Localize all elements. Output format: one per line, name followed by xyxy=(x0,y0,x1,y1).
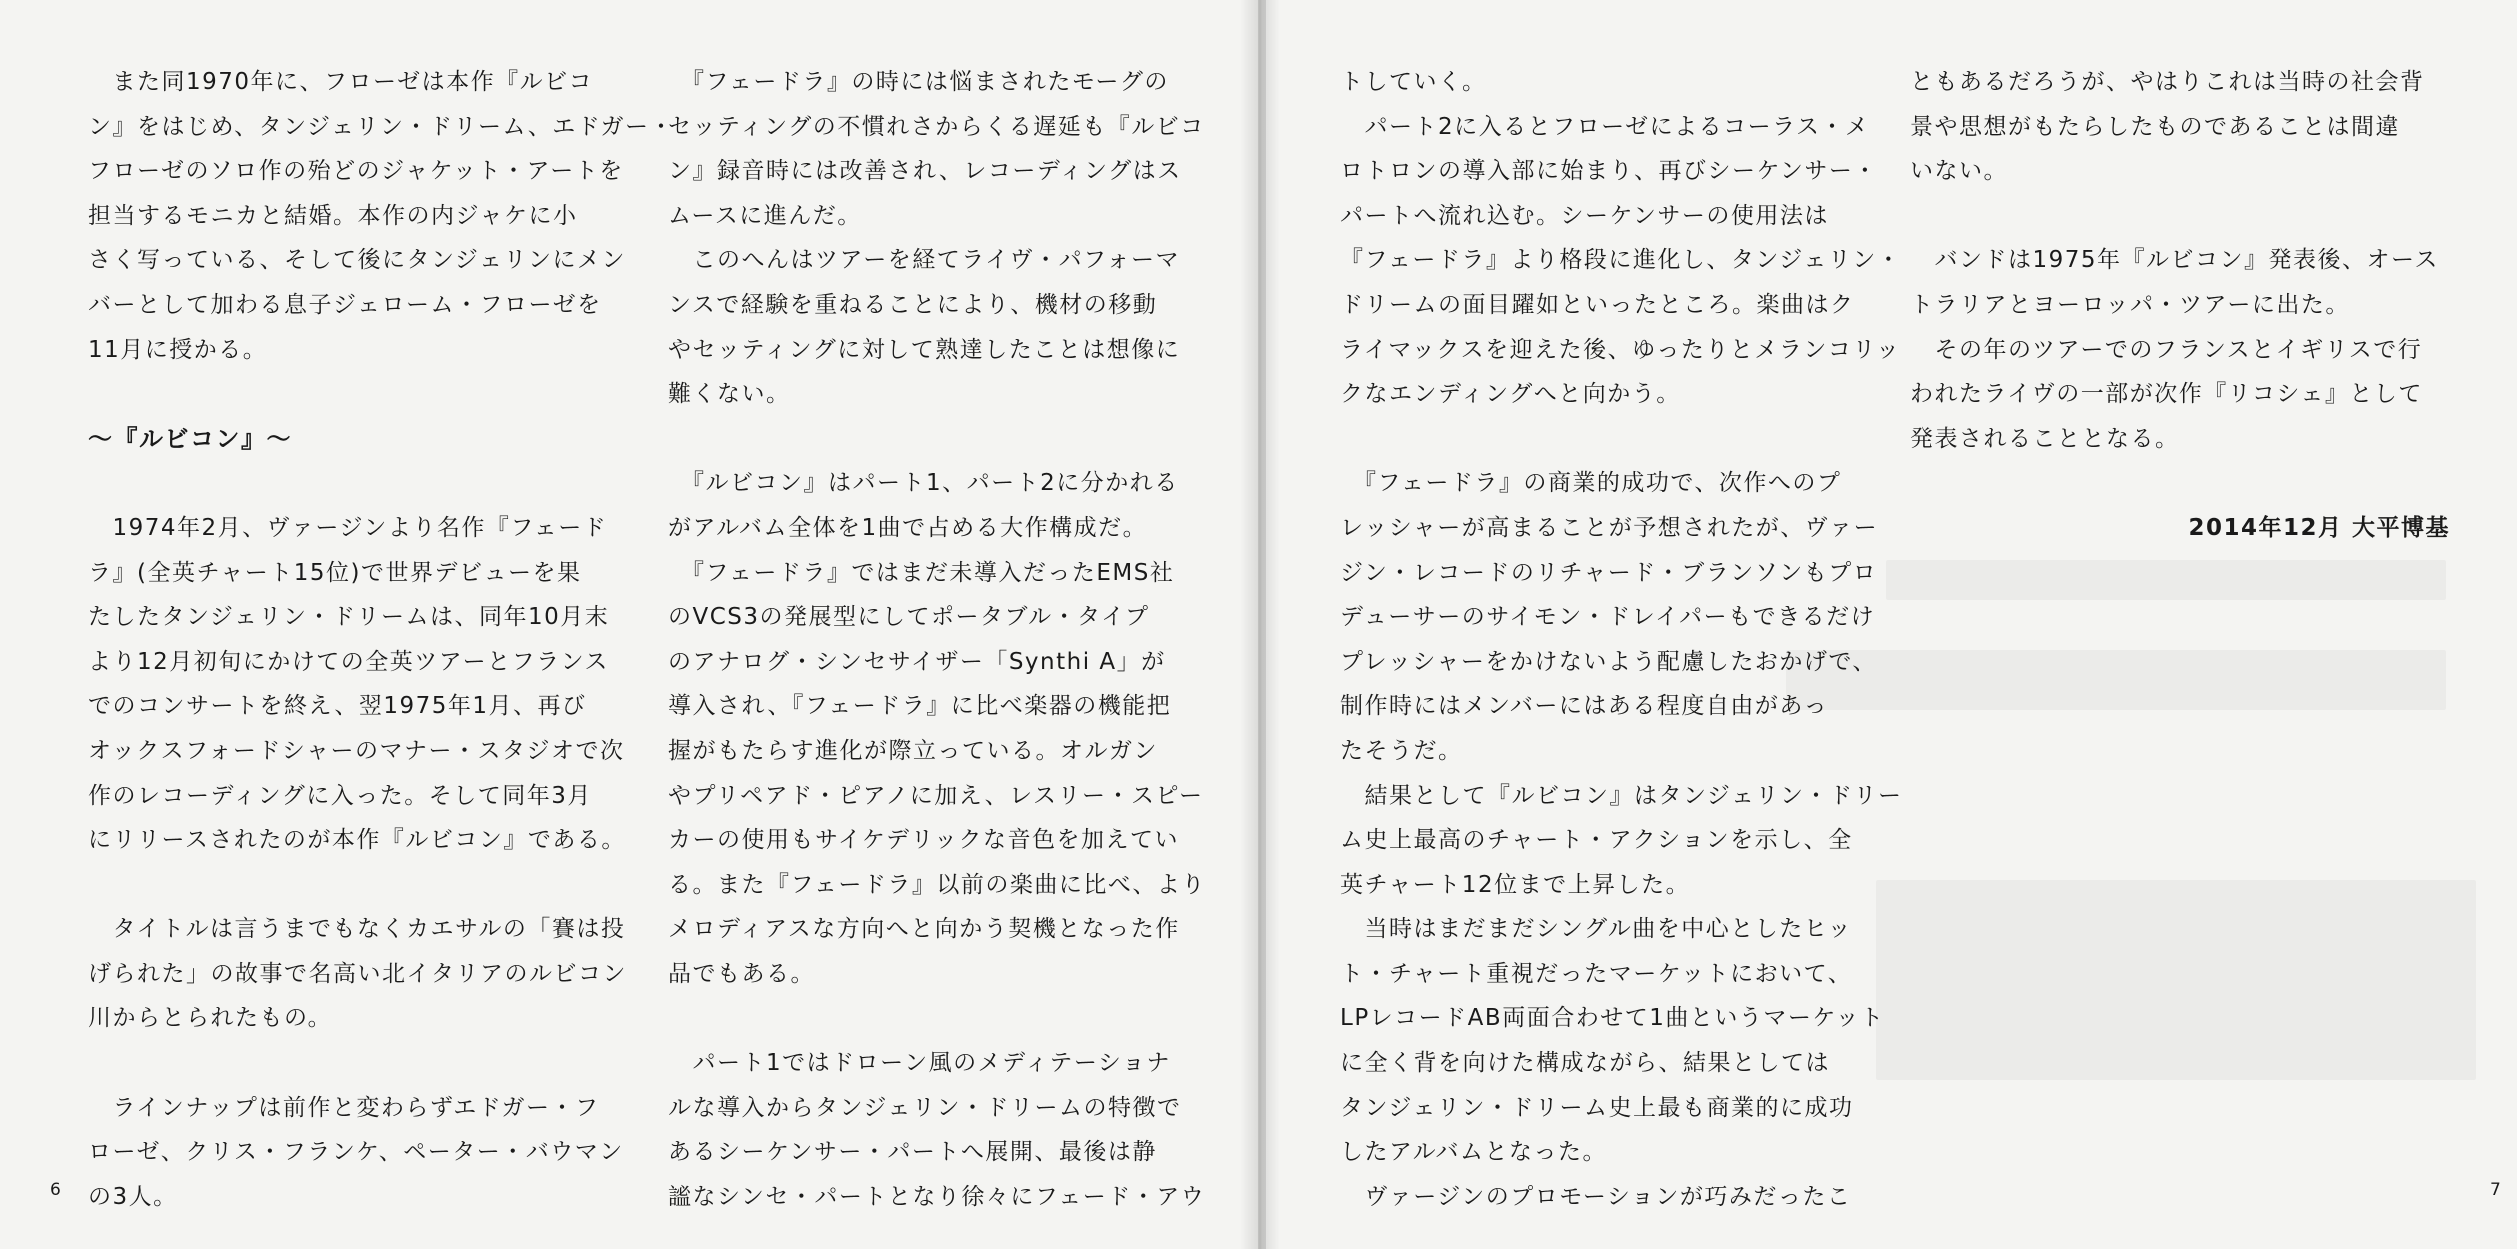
text-line: のVCS3の発展型にしてポータブル・タイプ xyxy=(668,604,1150,631)
text-line: の3人。 xyxy=(88,1183,178,1210)
text-line: メロディアスな方向へと向かう契機となった作 xyxy=(668,916,1180,943)
text-line: プレッシャーをかけないよう配慮したおかげで、 xyxy=(1340,648,1877,675)
text-line: ン』をはじめ、タンジェリン・ドリーム、エドガー・ xyxy=(88,113,675,140)
text-line: タンジェリン・ドリーム史上最も商業的に成功 xyxy=(1340,1094,1854,1121)
right-page xyxy=(1266,0,2517,1249)
text-line: ジン・レコードのリチャード・ブランソンもプロ xyxy=(1340,559,1878,586)
text-line: 導入され、『フェードラ』に比べ楽器の機能把 xyxy=(668,693,1172,720)
text-line: 作のレコーディングに入った。そして同年3月 xyxy=(88,782,592,809)
section-heading: 〜『ルビコン』〜 xyxy=(88,424,292,453)
text-line: たしたタンジェリン・ドリームは、同年10月末 xyxy=(88,604,610,631)
left-column-1 xyxy=(88,60,675,1219)
text-line: 『フェードラ』より格段に進化し、タンジェリン・ xyxy=(1340,247,1902,274)
text-line: 『フェードラ』の商業的成功で、次作へのプ xyxy=(1340,470,1842,497)
text-line: パート1ではドローン風のメディテーショナ xyxy=(668,1050,1171,1077)
text-line: 当時はまだまだシングル曲を中心としたヒッ xyxy=(1340,916,1853,943)
text-line: ン』録音時には改善され、レコーディングはス xyxy=(668,158,1182,185)
text-line: セッティングの不慣れさからくる遅延も『ルビコ xyxy=(668,113,1205,140)
text-line: 結果として『ルビコン』はタンジェリン・ドリー xyxy=(1340,782,1903,809)
text-line: ヴァージンのプロモーションが巧みだったこ xyxy=(1340,1183,1852,1210)
book-gutter xyxy=(1240,0,1280,1249)
text-line: ンスで経験を重ねることにより、機材の移動 xyxy=(668,291,1158,318)
right-column-2 xyxy=(1910,60,2450,551)
text-line: 品でもある。 xyxy=(668,960,815,987)
left-column-2 xyxy=(668,60,1208,1219)
text-line: ライマックスを迎えた後、ゆったりとメランコリッ xyxy=(1340,336,1901,363)
text-line: 川からとられたもの。 xyxy=(88,1005,333,1032)
text-line: 英チャート12位まで上昇した。 xyxy=(1340,871,1691,898)
text-line: いない。 xyxy=(1910,158,2008,185)
text-line: 景や思想がもたらしたものであることは間違 xyxy=(1910,113,2400,140)
text-line: やセッティングに対して熟達したことは想像に xyxy=(668,336,1181,363)
text-line: る。また『フェードラ』以前の楽曲に比べ、より xyxy=(668,871,1206,898)
text-line: 難くない。 xyxy=(668,381,791,408)
text-line: ともあるだろうが、やはりこれは当時の社会背 xyxy=(1910,69,2425,95)
text-line: ムースに進んだ。 xyxy=(668,202,862,229)
text-line: タイトルは言うまでもなくカエサルの「賽は投 xyxy=(88,916,626,943)
text-line: バンドは1975年『ルビコン』発表後、オース xyxy=(1910,247,2439,274)
text-line: 担当するモニカと結婚。本作の内ジャケに小 xyxy=(88,202,578,229)
text-line: にリリースされたのが本作『ルビコン』である。 xyxy=(88,827,626,854)
text-line: 11月に授かる。 xyxy=(88,336,268,363)
text-line: ム史上最高のチャート・アクションを示し、全 xyxy=(1340,827,1853,854)
text-line: より12月初旬にかけての全英ツアーとフランス xyxy=(88,648,609,675)
text-line: 謐なシンセ・パートとなり徐々にフェード・アウ xyxy=(668,1183,1206,1210)
text-line: パートへ流れ込む。シーケンサーの使用法は xyxy=(1340,202,1829,229)
text-line: さく写っている、そして後にタンジェリンにメン xyxy=(88,247,626,274)
signature: 2014年12月 大平博基 xyxy=(2188,514,2450,541)
text-line: トしていく。 xyxy=(1340,69,1487,95)
text-line: したアルバムとなった。 xyxy=(1340,1139,1607,1166)
text-line: 『フェードラ』ではまだ未導入だったEMS社 xyxy=(668,559,1175,586)
left-page xyxy=(0,0,1258,1249)
text-line: われたライヴの一部が次作『リコシェ』として xyxy=(1910,381,2423,408)
page-number: 6 xyxy=(50,1180,61,1200)
text-line: ローゼ、クリス・フランケ、ペーター・バウマン xyxy=(88,1139,624,1166)
text-line: 発表されることとなる。 xyxy=(1910,425,2180,452)
text-line: カーの使用もサイケデリックな音色を加えてい xyxy=(668,827,1180,854)
right-column-1 xyxy=(1340,60,1903,1219)
text-line: フローゼのソロ作の殆どのジャケット・アートを xyxy=(88,158,624,185)
text-line: げられた」の故事で名高い北イタリアのルビコン xyxy=(88,960,627,987)
text-line: たそうだ。 xyxy=(1340,737,1463,764)
text-line: パート2に入るとフローゼによるコーラス・メ xyxy=(1340,113,1870,140)
text-line: ロトロンの導入部に始まり、再びシーケンサー・ xyxy=(1340,158,1878,185)
text-line: ドリームの面目躍如といったところ。楽曲はク xyxy=(1340,291,1855,318)
text-line: その年のツアーでのフランスとイギリスで行 xyxy=(1910,336,2423,363)
text-line: クなエンディングへと向かう。 xyxy=(1340,381,1681,408)
text-line: 『ルビコン』はパート1、パート2に分かれる xyxy=(668,470,1179,497)
text-line: LPレコードAB両面合わせて1曲というマーケット xyxy=(1340,1005,1885,1032)
text-line: のアナログ・シンセサイザー「Synthi A」が xyxy=(668,648,1166,675)
text-line: やプリペアド・ピアノに加え、レスリー・スピー xyxy=(668,782,1204,809)
text-line: がアルバム全体を1曲で占める大作構成だ。 xyxy=(668,514,1148,541)
text-line: に全く背を向けた構成ながら、結果としては xyxy=(1340,1050,1830,1077)
page-number: 7 xyxy=(2490,1180,2501,1200)
text-line: 握がもたらす進化が際立っている。オルガン xyxy=(668,737,1158,764)
text-line: トラリアとヨーロッパ・ツアーに出た。 xyxy=(1910,291,2350,318)
text-line: オックスフォードシャーのマナー・スタジオで次 xyxy=(88,737,625,764)
text-line: ラインナップは前作と変わらずエドガー・フ xyxy=(88,1094,600,1121)
text-line: デューサーのサイモン・ドレイパーもできるだけ xyxy=(1340,604,1876,631)
text-line: 制作時にはメンバーにはある程度自由があっ xyxy=(1340,693,1829,720)
text-line: バーとして加わる息子ジェローム・フローゼを xyxy=(88,291,602,318)
text-line: 『フェードラ』の時には悩まされたモーグの xyxy=(668,69,1169,95)
text-line: ト・チャート重視だったマーケットにおいて、 xyxy=(1340,960,1853,987)
text-line: でのコンサートを終え、翌1975年1月、再び xyxy=(88,693,587,720)
text-line: あるシーケンサー・パートへ展開、最後は静 xyxy=(668,1139,1157,1166)
text-line: ルな導入からタンジェリン・ドリームの特徴で xyxy=(668,1094,1182,1121)
text-line: また同1970年に、フローゼは本作『ルビコ xyxy=(88,69,594,95)
text-line: レッシャーが高まることが予想されたが、ヴァー xyxy=(1340,514,1879,541)
text-line: 1974年2月、ヴァージンより名作『フェード xyxy=(88,514,608,541)
text-line: このへんはツアーを経てライヴ・パフォーマ xyxy=(668,247,1180,274)
text-line: ラ』(全英チャート15位)で世界デビューを果 xyxy=(88,559,582,586)
